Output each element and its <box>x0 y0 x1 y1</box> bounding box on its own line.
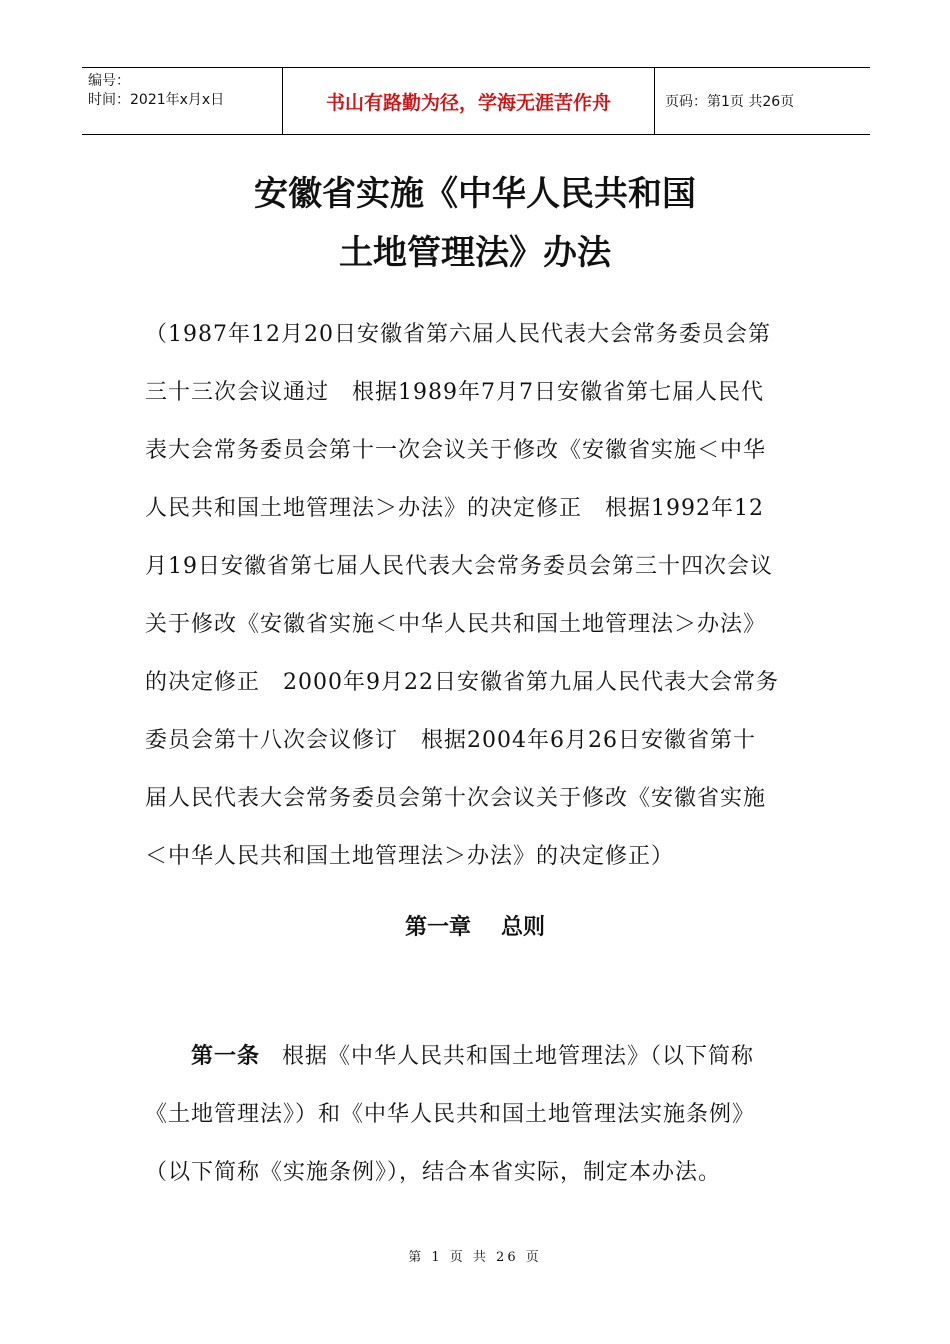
preamble-line: 人民共和国土地管理法＞办法》的决定修正 根据1992年12 <box>145 496 764 521</box>
header-page-info: 页码：第1页 共26页 <box>665 94 795 110</box>
article-text-line: 《土地管理法》）和《中华人民共和国土地管理法实施条例》 <box>145 1102 756 1127</box>
article-1 <box>145 1028 805 1202</box>
document-number-label: 编号： <box>88 73 130 89</box>
chapter-name: 总则 <box>501 915 546 940</box>
page-header <box>82 67 870 135</box>
header-motto: 书山有路勤为径，学海无涯苦作舟 <box>282 68 655 134</box>
page-footer: 第 1 页 共 26 页 <box>408 1250 542 1265</box>
chapter-heading <box>0 910 950 941</box>
preamble-line: 届人民代表大会常务委员会第十次会议关于修改《安徽省实施 <box>145 786 767 811</box>
document-time-label: 时间：2021年x月x日 <box>88 92 225 108</box>
preamble-line: （1987年12月20日安徽省第六届人民代表大会常务委员会第 <box>145 322 771 347</box>
chapter-number: 第一章 <box>404 915 471 940</box>
preamble <box>145 306 805 886</box>
preamble-line: 三十三次会议通过 根据1989年7月7日安徽省第七届人民代 <box>145 380 764 405</box>
preamble-line: 关于修改《安徽省实施＜中华人民共和国土地管理法＞办法》 <box>145 612 767 637</box>
header-meta <box>82 68 282 134</box>
article-text-line: （以下简称《实施条例》），结合本省实际，制定本办法。 <box>145 1160 722 1185</box>
document-title-line-2: 土地管理法》办法 <box>339 233 611 273</box>
article-number: 第一条 <box>191 1044 261 1069</box>
article-text-line: 根据《中华人民共和国土地管理法》（以下简称 <box>282 1044 755 1069</box>
preamble-line: 的决定修正 2000年9月22日安徽省第九届人民代表大会常务 <box>145 670 779 695</box>
preamble-line: 表大会常务委员会第十一次会议关于修改《安徽省实施＜中华 <box>145 438 767 463</box>
document-title-line-1: 安徽省实施《中华人民共和国 <box>254 174 696 214</box>
preamble-line: ＜中华人民共和国土地管理法＞办法》的决定修正） <box>145 844 675 869</box>
preamble-line: 委员会第十八次会议修订 根据2004年6月26日安徽省第十 <box>145 728 756 753</box>
preamble-line: 月19日安徽省第七届人民代表大会常务委员会第三十四次会议 <box>145 554 773 579</box>
